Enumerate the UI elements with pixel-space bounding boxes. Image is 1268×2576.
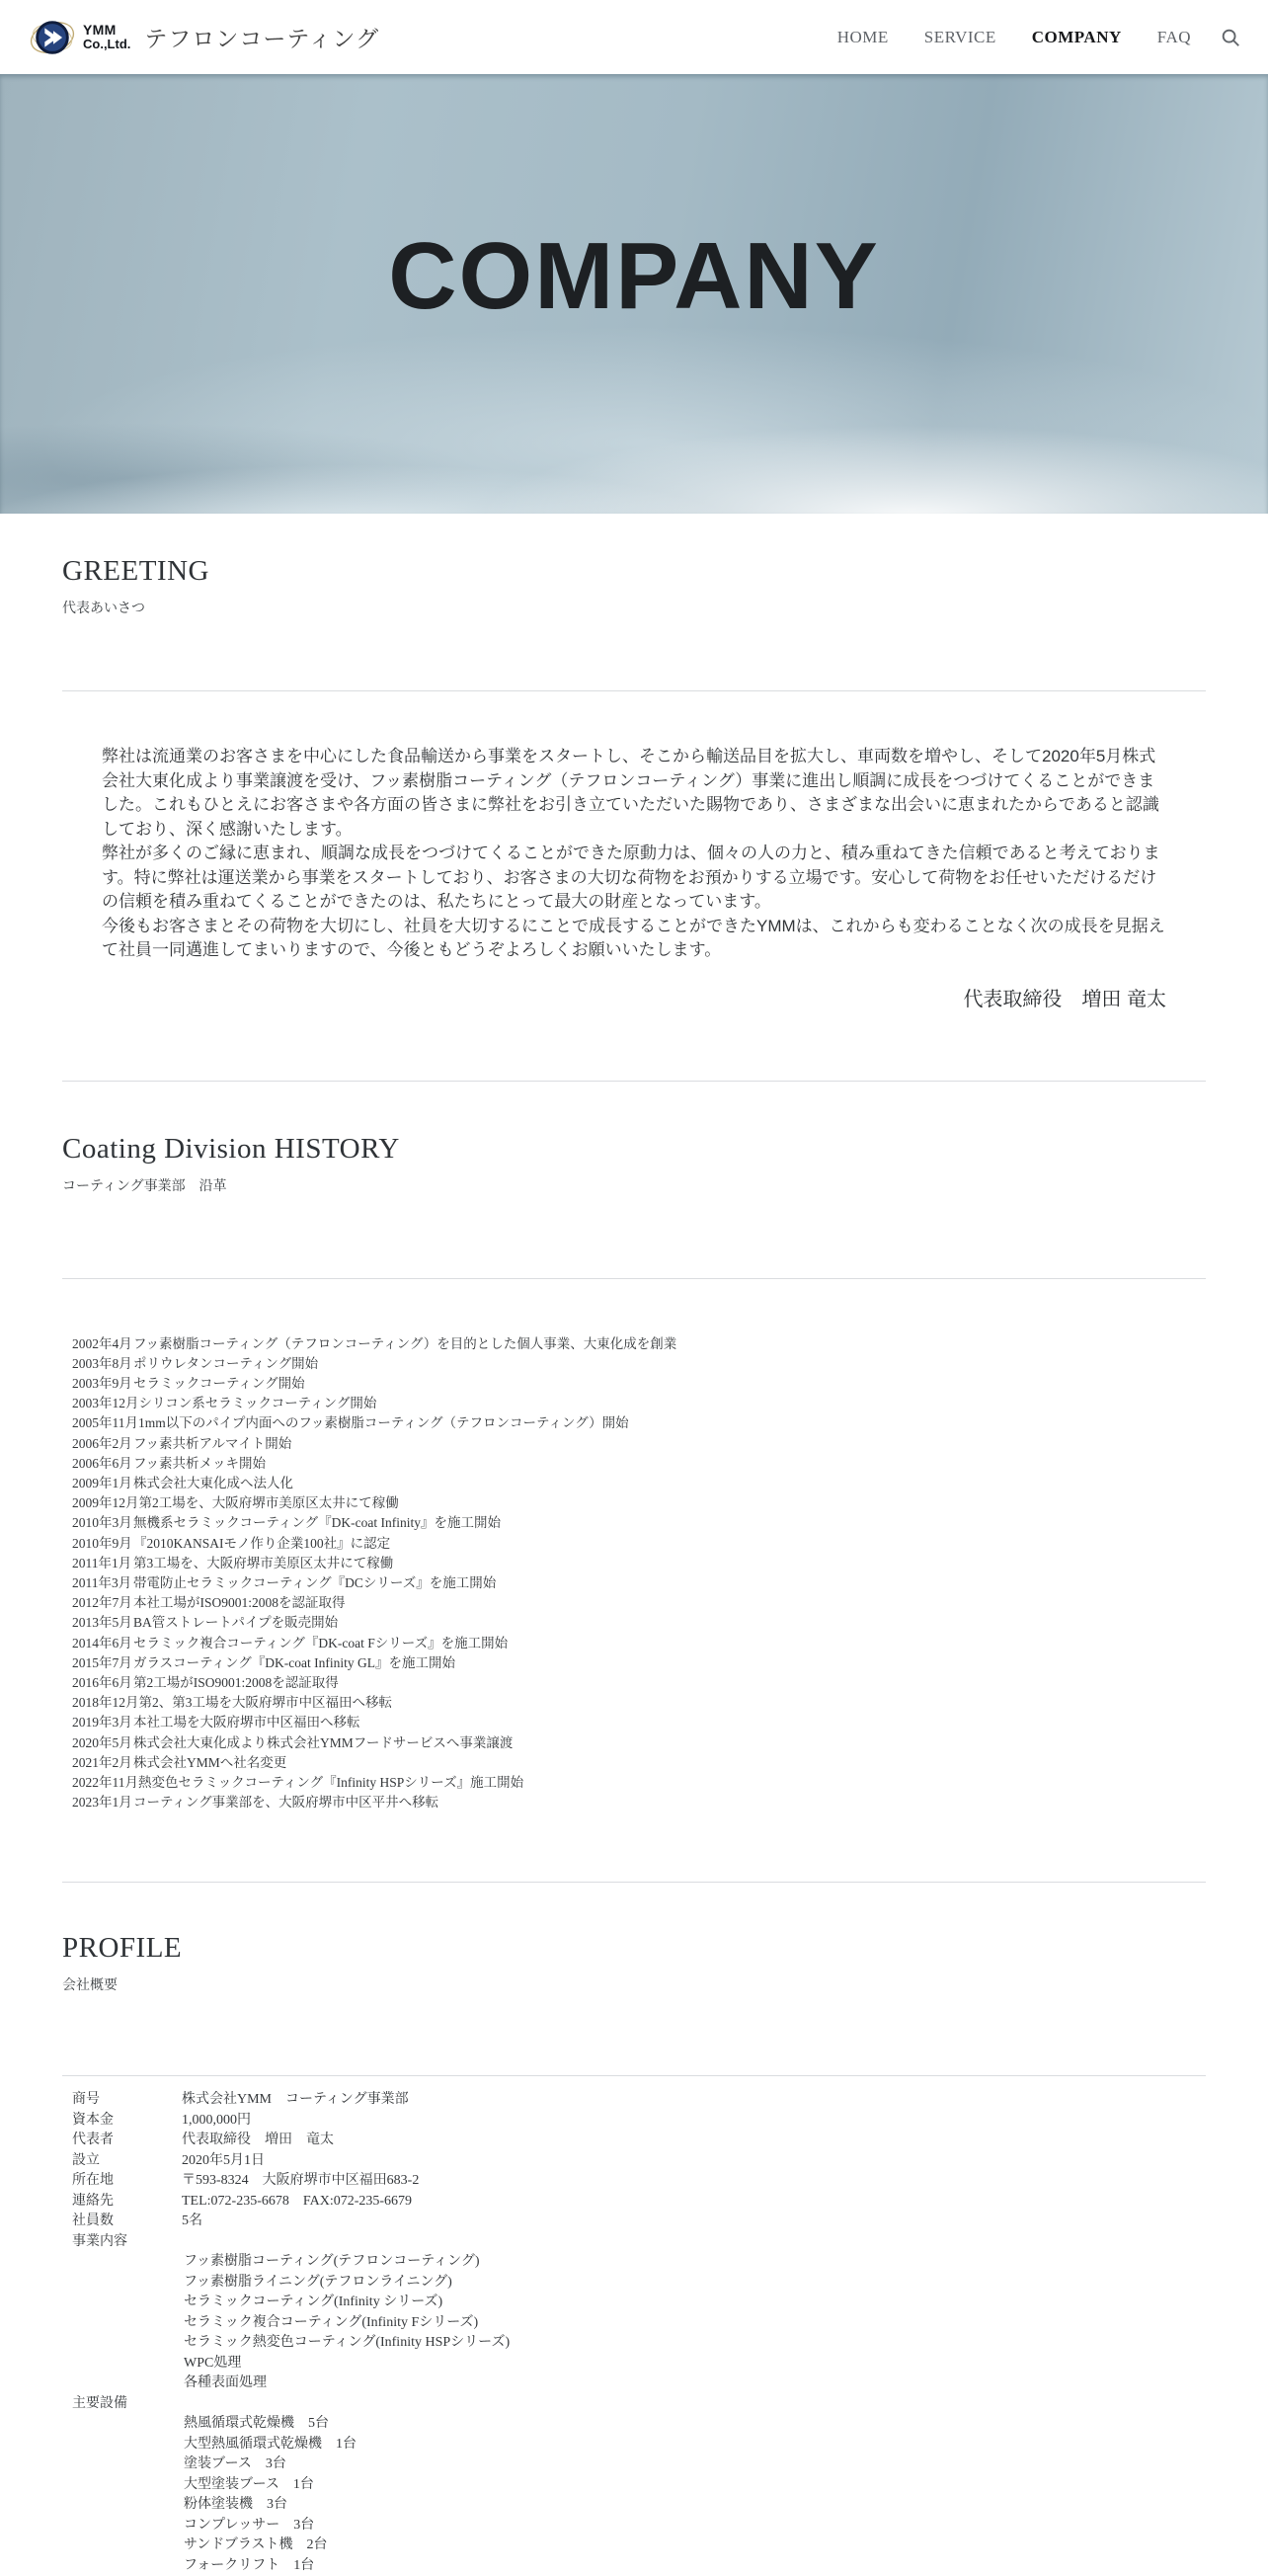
header: [0, 0, 1268, 74]
history-text: シリコン系セラミックコーティング開始: [138, 1396, 377, 1411]
equipment-item: 粉体塗装機 3台: [184, 2497, 287, 2513]
divider: [62, 1278, 1206, 1279]
page-title: COMPANY: [388, 223, 880, 329]
company-profile-table: [62, 2090, 1206, 2576]
profile-label: 連絡先: [72, 2193, 114, 2209]
history-text: セラミックコーティング開始: [133, 1375, 305, 1391]
history-entry: [72, 1434, 1196, 1454]
history-entry: [72, 1474, 1196, 1493]
profile-row: [72, 2151, 1196, 2172]
profile-value: TEL:072-235-6678 FAX:072-235-6679: [182, 2193, 413, 2209]
profile-value: 2020年5月1日: [182, 2152, 265, 2168]
history-text: 株式会社大東化成より株式会社YMMフードサービスへ事業譲渡: [133, 1734, 514, 1750]
greeting-paragraph: 弊社が多くのご縁に恵まれ、順調な成長をつづけてくることができた原動力は、個々の人の力と、積み重ねてきた信頼であると考えております。特に弊社は運送業から事業をスタートしており、お客さまの大切な荷物をお預かりする立場です。安心して荷物をお任せいただけるだけの信頼を積み重ねてくることができたのは、私たちにとって最大の財産となっています。: [102, 844, 1160, 911]
history-date: 2010年9月: [72, 1535, 132, 1551]
history-text: フッ素共析アルマイト開始: [133, 1435, 292, 1451]
history-entry: [72, 1773, 1196, 1793]
history-text: 本社工場を大阪府堺市中区福田へ移転: [133, 1715, 360, 1731]
president-signature: 代表取締役 増田 竜太: [963, 988, 1166, 1010]
profile-label: 代表者: [72, 2133, 114, 2148]
business-item: セラミックコーティング(Infinity シリーズ): [184, 2294, 443, 2310]
divider: [62, 1081, 1206, 1082]
history-date: 2022年11月: [72, 1774, 138, 1790]
divider: [62, 690, 1206, 691]
logo[interactable]: [30, 15, 130, 60]
history-date: 2021年2月: [72, 1754, 132, 1770]
history-text: 『2010KANSAIモノ作り企業100社』に認定: [133, 1535, 391, 1551]
history-list: [62, 1334, 1206, 1813]
history-entry: [72, 1413, 1196, 1433]
profile-row: [72, 2212, 1196, 2232]
history-entry: [72, 1454, 1196, 1474]
greeting-paragraphs: [62, 745, 1206, 963]
history-date: 2011年3月: [72, 1574, 132, 1590]
history-text: BA管ストレートパイプを販売開始: [133, 1615, 339, 1631]
profile-label: 資本金: [72, 2112, 114, 2128]
history-date: 2003年12月: [72, 1396, 139, 1411]
history-entry: [72, 1394, 1196, 1413]
business-item: セラミック熱変色コーティング(Infinity HSPシリーズ): [184, 2335, 511, 2351]
history-entry: [72, 1693, 1196, 1713]
greeting-subtitle: 代表あいさつ: [62, 600, 145, 615]
equipment-label: 主要設備: [72, 2395, 127, 2411]
history-heading: Coating Division HISTORY: [62, 1132, 400, 1165]
profile-row: [72, 2192, 1196, 2213]
history-date: 2019年3月: [72, 1715, 132, 1731]
equipment-item: 塗装ブース 3台: [184, 2456, 286, 2472]
history-entry: [72, 1793, 1196, 1812]
profile-label: 設立: [72, 2152, 100, 2168]
history-date: 2018年12月: [72, 1695, 139, 1711]
business-item: WPC処理: [184, 2355, 242, 2371]
history-entry: [72, 1334, 1196, 1354]
greeting-heading: GREETING: [62, 555, 209, 587]
history-entry: [72, 1613, 1196, 1633]
business-item: フッ素樹脂コーティング(テフロンコーティング): [184, 2254, 480, 2270]
history-entry: [72, 1653, 1196, 1673]
logo-line2: Co.,Ltd.: [83, 37, 131, 52]
logo-text: [83, 23, 130, 50]
divider: [62, 1882, 1206, 1883]
history-date: 2009年12月: [72, 1495, 139, 1511]
greeting-paragraph: 今後もお客さまとその荷物を大切にし、社員を大切するにことで成長することができたYMMは、これからも変わることなく次の成長を見据えて社員一同邁進してまいりますので、今後ともどうぞよろしくお願いいたします。: [102, 916, 1165, 959]
history-date: 2012年7月: [72, 1595, 132, 1611]
history-date: 2002年4月: [72, 1335, 132, 1351]
history-entry: [72, 1634, 1196, 1653]
history-subtitle: コーティング事業部 沿革: [62, 1176, 227, 1193]
history-date: 2014年6月: [72, 1635, 132, 1650]
equipment-item: サンドブラスト機 2台: [184, 2537, 328, 2553]
history-entry: [72, 1534, 1196, 1554]
search-icon[interactable]: [1219, 26, 1242, 49]
history-date: 2003年9月: [72, 1375, 132, 1391]
history-text: 1mm以下のパイプ内面へのフッ素樹脂コーティング（テフロンコーティング）開始: [138, 1415, 629, 1431]
hero-banner: [0, 74, 1268, 514]
business-label-row: [72, 2232, 1196, 2253]
profile-row: [72, 2131, 1196, 2151]
history-text: フッ素樹脂コーティング（テフロンコーティング）を目的とした個人事業、大東化成を創業: [133, 1335, 677, 1351]
history-text: コーティング事業部を、大阪府堺市中区平井へ移転: [133, 1795, 439, 1811]
history-date: 2006年2月: [72, 1435, 132, 1451]
nav-item[interactable]: FAQ: [1156, 27, 1191, 46]
history-text: フッ素共析メッキ開始: [133, 1455, 267, 1471]
history-date: 2016年6月: [72, 1674, 132, 1690]
divider: [62, 2075, 1206, 2076]
main-content: [62, 555, 1206, 2576]
history-entry: [72, 1673, 1196, 1693]
history-date: 2015年7月: [72, 1654, 132, 1670]
profile-rows: [72, 2090, 1196, 2232]
nav-item[interactable]: HOME: [836, 27, 889, 46]
history-entry: [72, 1493, 1196, 1513]
nav-item[interactable]: COMPANY: [1031, 27, 1122, 46]
business-label: 事業内容: [72, 2233, 127, 2249]
equipment-item: フォークリフト 1台: [184, 2557, 315, 2573]
history-text: セラミック複合コーティング『DK-coat Fシリーズ』を施工開始: [133, 1635, 509, 1650]
profile-value: 5名: [182, 2214, 202, 2229]
history-text: 株式会社YMMへ社名変更: [133, 1754, 287, 1770]
history-text: ガラスコーティング『DK-coat Infinity GL』を施工開始: [133, 1654, 455, 1670]
history-entry: [72, 1733, 1196, 1753]
history-text: 無機系セラミックコーティング『DK-coat Infinity』を施工開始: [133, 1515, 501, 1531]
history-date: 2011年1月: [72, 1555, 132, 1570]
history-date: 2023年1月: [72, 1795, 132, 1811]
profile-row: [72, 2171, 1196, 2192]
business-items: [184, 2252, 1196, 2394]
profile-label: 商号: [72, 2092, 100, 2108]
history-text: ポリウレタンコーティング開始: [133, 1355, 319, 1371]
profile-value: 株式会社YMM コーティング事業部: [182, 2092, 409, 2108]
profile-value: 〒593-8324 大阪府堺市中区福田683-2: [182, 2173, 420, 2189]
history-entry: [72, 1593, 1196, 1613]
history-entry: [72, 1354, 1196, 1374]
history-text: 第3工場を、大阪府堺市美原区太井にて稼働: [133, 1555, 394, 1570]
history-date: 2009年1月: [72, 1475, 132, 1490]
equipment-item: 大型熱風循環式乾燥機 1台: [184, 2436, 357, 2452]
history-entry: [72, 1713, 1196, 1732]
equipment-label-row: [72, 2394, 1196, 2415]
history-date: 2003年8月: [72, 1355, 132, 1371]
history-text: 本社工場がISO9001:2008を認証取得: [133, 1595, 346, 1611]
history-date: 2013年5月: [72, 1615, 132, 1631]
profile-label: 社員数: [72, 2214, 114, 2229]
profile-value: 代表取締役 増田 竜太: [182, 2133, 334, 2148]
profile-heading: PROFILE: [62, 1932, 183, 1965]
equipment-items: [184, 2414, 1196, 2576]
nav-item[interactable]: SERVICE: [923, 27, 996, 46]
history-entry: [72, 1753, 1196, 1773]
profile-label: 所在地: [72, 2173, 114, 2189]
main-nav: [837, 28, 1191, 47]
equipment-item: コンプレッサー 3台: [184, 2517, 315, 2533]
greeting-paragraph: 弊社は流通業のお客さまを中心にした食品輸送から事業をスタートし、そこから輸送品目を拡大し、車両数を増やし、そして2020年5月株式会社大東化成より事業譲渡を受け、フッ素樹脂コーティング（テフロンコーティング）事業に進出し順調に成長をつづけてくることができました。これもひとえにお客さまや各方面の皆さまに弊社をお引き立ていただいた賜物であり、さまざまな出会いに恵まれたからであると認識しており、深く感謝いたします。: [102, 747, 1159, 839]
company-logo-icon: [30, 15, 75, 60]
history-text: 第2工場を、大阪府堺市美原区太井にて稼働: [138, 1495, 399, 1511]
logo-line1: YMM: [83, 22, 117, 39]
history-date: 2010年3月: [72, 1515, 132, 1531]
equipment-item: 熱風循環式乾燥機 5台: [184, 2416, 329, 2432]
history-entry: [72, 1573, 1196, 1593]
history-date: 2005年11月: [72, 1415, 138, 1431]
history-text: 株式会社大東化成へ法人化: [133, 1475, 293, 1490]
business-item: フッ素樹脂ライニング(テフロンライニング): [184, 2274, 452, 2290]
equipment-item: 大型塗装ブース 1台: [184, 2476, 314, 2492]
history-text: 熱変色セラミックコーティング『Infinity HSPシリーズ』施工開始: [138, 1774, 524, 1790]
history-date: 2006年6月: [72, 1455, 132, 1471]
profile-subtitle: 会社概要: [62, 1976, 118, 1993]
profile-row: [72, 2111, 1196, 2132]
business-item: 各種表面処理: [184, 2375, 267, 2391]
history-entry: [72, 1554, 1196, 1573]
history-entry: [72, 1374, 1196, 1394]
history-entry: [72, 1513, 1196, 1533]
history-date: 2020年5月: [72, 1734, 132, 1750]
business-item: セラミック複合コーティング(Infinity Fシリーズ): [184, 2314, 479, 2330]
profile-value: 1,000,000円: [182, 2112, 251, 2128]
site-title[interactable]: テフロンコーティング: [144, 26, 380, 51]
history-text: 第2、第3工場を大阪府堺市中区福田へ移転: [138, 1695, 392, 1711]
history-text: 帯電防止セラミックコーティング『DCシリーズ』を施工開始: [133, 1574, 497, 1590]
profile-row: [72, 2090, 1196, 2111]
history-text: 第2工場がISO9001:2008を認証取得: [133, 1674, 339, 1690]
